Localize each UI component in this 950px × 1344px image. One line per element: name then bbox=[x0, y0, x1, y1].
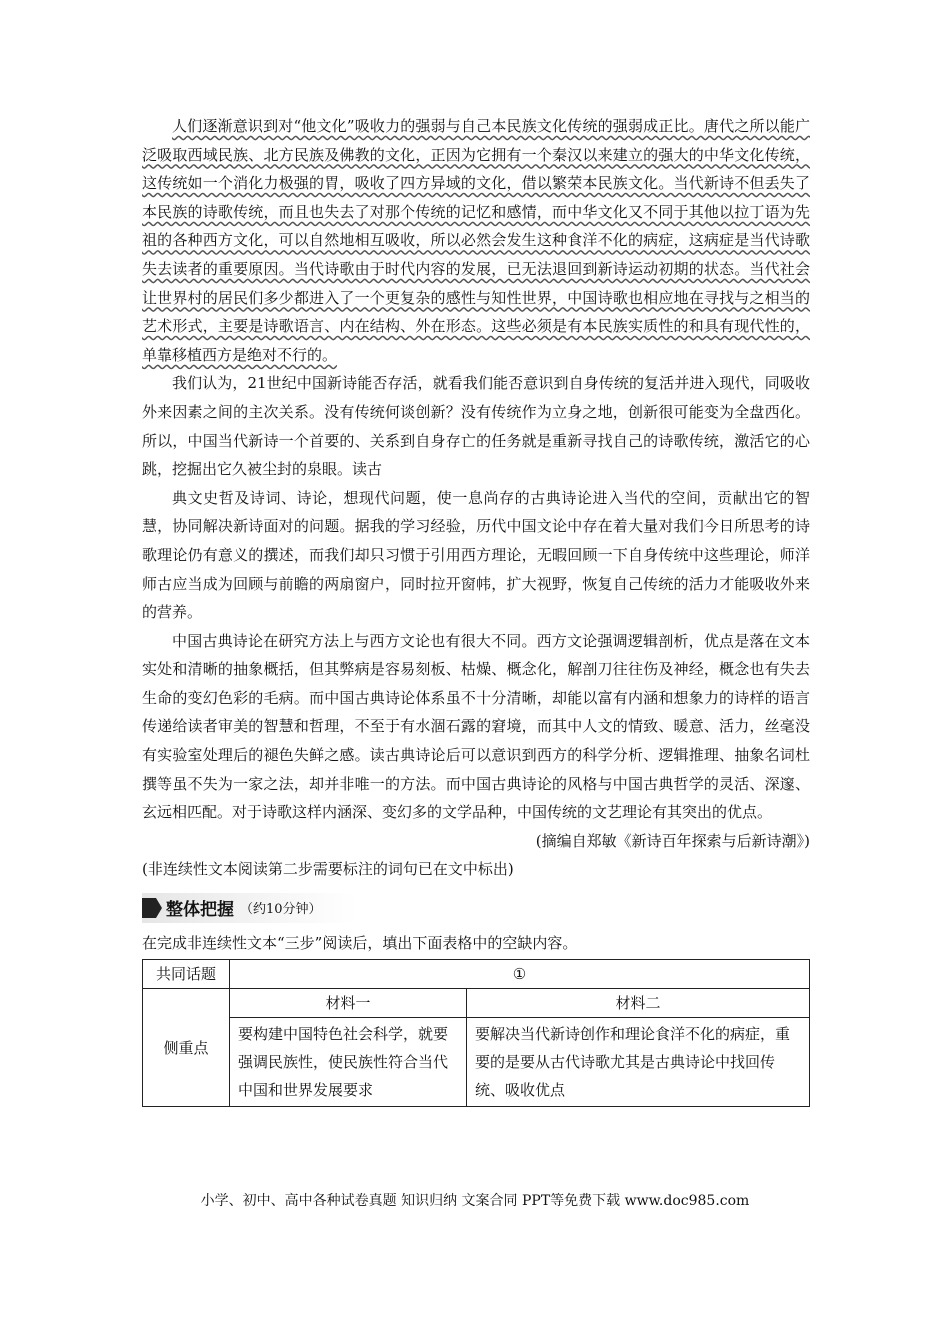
source-citation: (摘编自郑敏《新诗百年探索与后新诗潮》) bbox=[535, 831, 810, 850]
paragraph-3: 典文史哲及诗词、诗论，想现代问题，使一息尚存的古典诗论进入当代的空间，贡献出它的智慧，协同解决新诗面对的问题。据我的学习经验，历代中国文论中存在着大量对我们今日所思考的诗歌理论仍有意义的撰述，而我们却只习惯于引用西方理论，无暇回顾一下自身传统中这些理论，师洋师古应当成为回顾与前瞻的两扇窗户，同时拉开窗帏，扩大视野，恢复自己传统的活力才能吸收外来的营养。 bbox=[142, 488, 810, 622]
document-page bbox=[142, 112, 810, 1107]
table-row bbox=[143, 988, 810, 1017]
annotation-note: (非连续性文本阅读第二步需要标注的词句已在文中标出) bbox=[142, 859, 514, 878]
focus-label: 侧重点 bbox=[143, 988, 230, 1106]
paragraph-4: 中国古典诗论在研究方法上与西方文论也有很大不同。西方文论强调逻辑剖析，优点是落在文本实处和清晰的抽象概括，但其弊病是容易刻板、枯燥、概念化，解剖刀往往伤及神经，概念也有失去生命的变幻色彩的毛病。而中国古典诗论体系虽不十分清晰，却能以富有内涵和想象力的诗样的语言传递给读者审美的智慧和哲理，不至于有水涸石露的窘境，而其中人文的情致、暖意、活力，丝毫没有实验室处理后的褪色失鲜之感。读古典诗论后可以意识到西方的科学分析、逻辑推理、抽象名词杜撰等虽不失为一家之法，却并非唯一的方法。而中国古典诗论的风格与中国古典哲学的灵活、深邃、玄远相匹配。对于诗歌这样内涵深、变幻多的文学品种，中国传统的文艺理论有其突出的优点。 bbox=[142, 631, 810, 822]
common-topic-blank: ① bbox=[230, 959, 810, 988]
section-time: （约10分钟） bbox=[240, 902, 322, 918]
table-row bbox=[143, 959, 810, 988]
material-two-focus: 要解决当代新诗创作和理论食洋不化的病症，重要的是要从古代诗歌尤其是古典诗论中找回传统、吸收优点 bbox=[467, 1017, 810, 1106]
paragraph-2: 我们认为，21世纪中国新诗能否存活，就看我们能否意识到自身传统的复活并进入现代，同吸收外来因素之间的主次关系。没有传统何谈创新？没有传统作为立身之地，创新很可能变为全盘西化。所以，中国当代新诗一个首要的、关系到自身存亡的任务就是重新寻找自己的诗歌传统，激活它的心跳，挖掘出它久被尘封的泉眼。读古 bbox=[142, 374, 810, 479]
material-two-header: 材料二 bbox=[467, 988, 810, 1017]
common-topic-label: 共同话题 bbox=[143, 959, 230, 988]
instruction-text: 在完成非连续性文本“三步”阅读后，填出下面表格中的空缺内容。 bbox=[142, 933, 578, 952]
material-one-header: 材料一 bbox=[230, 988, 467, 1017]
paragraph-1-text: 人们逐渐意识到对“他文化”吸收力的强弱与自己本民族文化传统的强弱成正比。唐代之所以能广泛吸取西域民族、北方民族及佛教的文化，正因为它拥有一个秦汉以来建立的强大的中华文化传统，这传统如一个消化力极强的胃，吸收了四方异域的文化，借以繁荣本民族文化。当代新诗不但丢失了本民族的诗歌传统，而且也失去了对那个传统的记忆和感情，而中华文化又不同于其他以拉丁语为先祖的各种西方文化，可以自然地相互吸收，所以必然会发生这种食洋不化的病症，这病症是当代诗歌失去读者的重要原因。当代诗歌由于时代内容的发展，已无法退回到新诗运动初期的状态。当代社会让世界村的居民们多少都进入了一个更复杂的感性与知性世界，中国诗歌也相应地在寻找与之相当的艺术形式，主要是诗歌语言、内在结构、外在形态。这些必须是有本民族实质性的和具有现代性的，单靠移植西方是绝对不行的。 bbox=[142, 117, 810, 364]
table-row bbox=[143, 1017, 810, 1106]
answer-table bbox=[142, 959, 810, 1107]
section-header bbox=[142, 893, 357, 923]
paragraph-1 bbox=[142, 112, 810, 369]
section-marker-icon bbox=[142, 898, 156, 918]
footer-banner: 小学、初中、高中各种试卷真题 知识归纳 文案合同 PPT等免费下载 www.doc985.com bbox=[200, 1193, 750, 1209]
material-one-focus: 要构建中国特色社会科学，就要强调民族性，使民族性符合当代中国和世界发展要求 bbox=[230, 1017, 467, 1106]
section-title: 整体把握 bbox=[166, 900, 234, 921]
